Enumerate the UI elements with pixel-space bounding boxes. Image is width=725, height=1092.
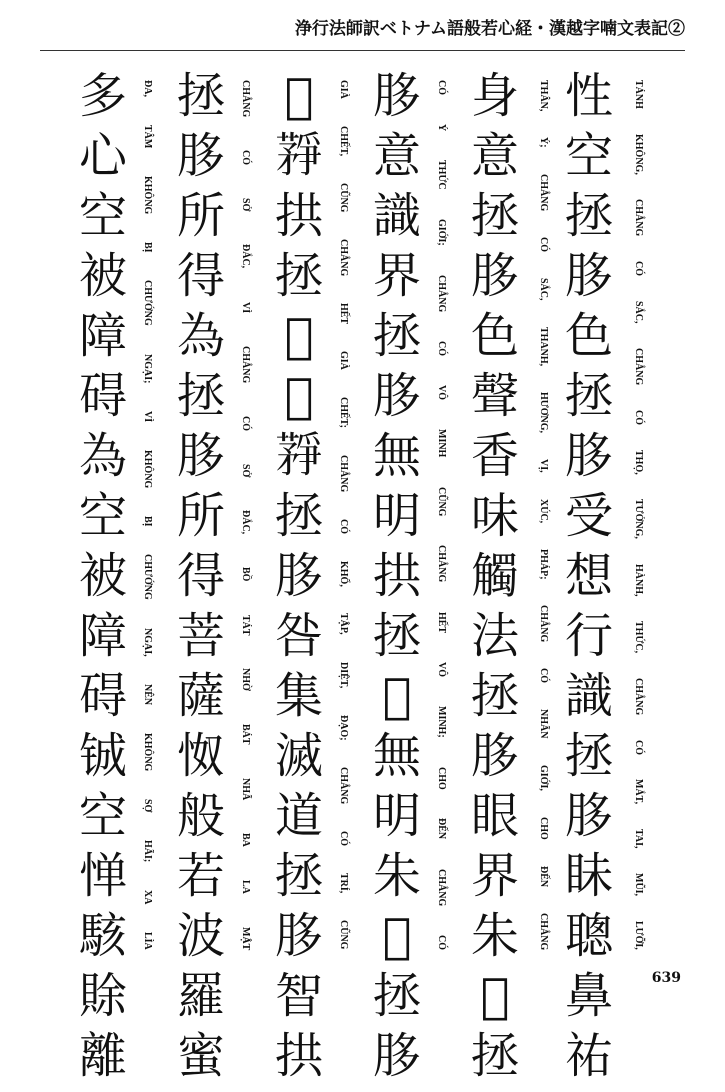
han-character: 若 — [176, 848, 225, 904]
vietnamese-syllable: DIỆT, — [338, 661, 349, 689]
han-character: 智 — [274, 968, 323, 1024]
han-character: 䏧 — [564, 248, 613, 304]
han-character: 蜜 — [176, 1028, 225, 1084]
vietnamese-reading-column — [433, 80, 447, 950]
han-character: 色 — [470, 308, 519, 364]
han-character: 空 — [78, 488, 127, 544]
vietnamese-reading-column — [139, 80, 153, 950]
han-character: 般 — [176, 788, 225, 844]
han-character: 識 — [564, 668, 613, 724]
vietnamese-syllable: GIỚI; — [436, 219, 447, 246]
vietnamese-syllable: TÂM — [142, 124, 153, 149]
han-character: 拱 — [274, 188, 323, 244]
vietnamese-syllable: THANH, — [538, 326, 549, 366]
han-character: 身 — [470, 68, 519, 124]
chinese-character-column — [272, 68, 326, 1092]
han-character: 多 — [78, 68, 127, 124]
han-character: 識 — [372, 188, 421, 244]
vietnamese-syllable: BỒ — [240, 567, 251, 582]
text-column — [272, 68, 326, 1092]
vietnamese-syllable: CÓ — [538, 668, 549, 684]
han-character: 道 — [274, 788, 323, 844]
vietnamese-syllable: CÓ — [436, 935, 447, 950]
han-character: 怓 — [176, 728, 225, 784]
han-character: 色 — [564, 308, 613, 364]
vietnamese-syllable: ĐẮC, — [240, 510, 251, 535]
vietnamese-syllable: MINH; — [436, 705, 447, 738]
han-character: 想 — [564, 548, 613, 604]
vietnamese-syllable: Ý; — [538, 137, 549, 148]
vietnamese-syllable: BỊ — [142, 515, 153, 527]
han-character: 拯 — [470, 1028, 519, 1084]
vietnamese-syllable: CHẲNG — [436, 868, 447, 906]
vietnamese-reading-text — [139, 80, 153, 950]
vietnamese-syllable: LÌA — [142, 932, 153, 950]
vietnamese-syllable: NGẠI, — [142, 627, 153, 657]
han-character: 障 — [78, 608, 127, 664]
vietnamese-syllable: CHẲNG — [338, 454, 349, 492]
vietnamese-syllable: ĐẠO; — [338, 714, 349, 741]
han-character: 鼻 — [564, 968, 613, 1024]
text-column — [174, 68, 228, 1092]
vietnamese-syllable: XÚC, — [538, 498, 549, 523]
han-character: 駭 — [78, 908, 127, 964]
han-character: 拯 — [564, 368, 613, 424]
vietnamese-syllable: NHÃ — [240, 777, 251, 800]
vietnamese-syllable: HẾT — [338, 303, 349, 325]
vietnamese-syllable: ĐẾN — [538, 865, 549, 887]
han-character: 䏧 — [564, 788, 613, 844]
han-character: 得 — [176, 248, 225, 304]
vietnamese-syllable: CHƯỚNG — [142, 554, 153, 600]
han-character: 被 — [78, 548, 127, 604]
han-character: 法 — [470, 608, 519, 664]
han-character: 拯 — [176, 68, 225, 124]
vietnamese-syllable: VÌ — [240, 301, 251, 313]
han-character: 拱 — [274, 1028, 323, 1084]
vietnamese-syllable: SỞ — [240, 198, 251, 212]
vietnamese-syllable: KHÔNG — [142, 732, 153, 772]
han-character: 拱 — [372, 548, 421, 604]
han-character: 障 — [78, 308, 127, 364]
han-character: 祐 — [564, 1028, 613, 1084]
han-character: 拯 — [274, 848, 323, 904]
han-character: 䏧 — [176, 128, 225, 184]
vietnamese-reading-column — [630, 80, 644, 950]
han-character: 被 — [78, 248, 127, 304]
text-column — [562, 68, 616, 1092]
vietnamese-syllable: CHO — [538, 816, 549, 840]
vietnamese-syllable: SẮC, — [538, 278, 549, 301]
vietnamese-syllable: CÓ — [338, 518, 349, 534]
han-character: 拯 — [176, 368, 225, 424]
han-character: 賖 — [78, 968, 127, 1024]
vietnamese-syllable: CÓ — [240, 150, 251, 166]
han-character: 拯 — [372, 968, 421, 1024]
vietnamese-syllable: CHO — [436, 766, 447, 790]
vietnamese-syllable: CHẲNG — [240, 345, 251, 383]
vietnamese-syllable: VỊ, — [538, 458, 549, 473]
vietnamese-syllable: CHẲNG — [538, 912, 549, 950]
han-character: 眼 — [470, 788, 519, 844]
vietnamese-syllable: CŨNG — [338, 920, 349, 950]
han-character: 為 — [176, 308, 225, 364]
han-character: 𨀈 — [382, 908, 412, 964]
vietnamese-syllable: HÃI; — [142, 839, 153, 863]
vietnamese-syllable: HÀNH, — [633, 563, 644, 597]
vietnamese-syllable: GIÀ — [338, 351, 349, 371]
han-character: 拯 — [372, 308, 421, 364]
han-character: 碍 — [78, 368, 127, 424]
vietnamese-syllable: HẾT — [436, 611, 447, 633]
han-character: 惮 — [78, 848, 127, 904]
han-character: 𨀈 — [480, 968, 510, 1024]
vietnamese-syllable: NHÃN — [538, 709, 549, 739]
vietnamese-syllable: VÔ — [436, 385, 447, 401]
han-character: 意 — [470, 128, 519, 184]
han-character: 集 — [274, 668, 323, 724]
han-character: 䏧 — [274, 908, 323, 964]
han-character: 界 — [470, 848, 519, 904]
vietnamese-syllable: THỨC — [436, 160, 447, 191]
vietnamese-reading-text — [630, 80, 644, 950]
vietnamese-syllable: ĐA, — [142, 80, 153, 97]
vietnamese-syllable: PHÁP; — [538, 548, 549, 580]
vietnamese-syllable: CÓ — [633, 739, 644, 755]
vietnamese-syllable: TƯỞNG, — [633, 498, 644, 539]
han-character: 眛 — [564, 848, 613, 904]
chinese-character-column — [76, 68, 130, 1092]
han-character: 聰 — [564, 908, 613, 964]
vietnamese-syllable: SỞ — [240, 463, 251, 478]
han-character: 菩 — [176, 608, 225, 664]
han-character: 無 — [372, 728, 421, 784]
han-character: 界 — [372, 248, 421, 304]
vietnamese-syllable: CHẲNG — [436, 274, 447, 313]
vietnamese-syllable: NÊN — [142, 683, 153, 706]
chinese-character-column — [562, 68, 616, 1092]
vietnamese-syllable: CÓ — [436, 341, 447, 357]
vietnamese-syllable: KHÔNG — [142, 175, 153, 215]
vietnamese-syllable: KHỔ, — [338, 560, 349, 587]
vietnamese-syllable: Ý — [436, 124, 447, 132]
han-character: 羅 — [176, 968, 225, 1024]
vietnamese-syllable: LA — [240, 879, 251, 894]
page-number: 639 — [651, 970, 681, 986]
vietnamese-reading-text — [237, 80, 251, 950]
chinese-character-column — [174, 68, 228, 1092]
vietnamese-syllable: CHẲNG — [338, 767, 349, 805]
vietnamese-syllable: ĐẾN — [436, 818, 447, 840]
vietnamese-syllable: CŨNG — [338, 182, 349, 213]
han-character: 铖 — [78, 728, 127, 784]
vietnamese-syllable: MẬT — [240, 926, 251, 950]
han-character: 朱 — [470, 908, 519, 964]
vietnamese-syllable: CHẲNG — [338, 239, 349, 277]
han-character: 薩 — [176, 668, 225, 724]
page-header-title: 浄行法師訳ベトナム語般若心経・漢越字喃文表記② — [294, 19, 685, 39]
han-character: 拯 — [564, 188, 613, 244]
vietnamese-syllable: TẬP, — [338, 613, 349, 635]
vietnamese-syllable: THỨC, — [633, 620, 644, 653]
han-character: 滅 — [274, 728, 323, 784]
vietnamese-reading-column — [237, 80, 251, 950]
vietnamese-syllable: BA — [240, 832, 251, 847]
han-character: 䏧 — [470, 728, 519, 784]
han-character: 受 — [564, 488, 613, 544]
han-character: 拯 — [372, 608, 421, 664]
vietnamese-syllable: VÔ — [436, 661, 447, 677]
vietnamese-syllable: NHỜ — [240, 668, 251, 692]
han-character: 空 — [564, 128, 613, 184]
chinese-character-column — [468, 68, 522, 1092]
han-character: 所 — [176, 488, 225, 544]
vietnamese-syllable: THỌ, — [633, 449, 644, 475]
vietnamese-syllable: TÁT — [240, 614, 251, 636]
han-character: 𠼾 — [284, 308, 314, 364]
han-character: 波 — [176, 908, 225, 964]
han-character: 𦽰 — [274, 428, 323, 484]
vietnamese-syllable: TRÍ, — [338, 873, 349, 894]
vietnamese-syllable: CHẲNG — [538, 605, 549, 643]
vietnamese-syllable: KHÔNG — [142, 449, 153, 489]
vietnamese-syllable: HƯƠNG, — [538, 391, 549, 433]
han-character: 𦹵 — [284, 368, 314, 424]
vietnamese-syllable: CHẲNG — [240, 80, 251, 118]
han-character: 䏧 — [176, 428, 225, 484]
vietnamese-reading-column — [535, 80, 549, 950]
han-character: 明 — [372, 488, 421, 544]
han-character: 拯 — [564, 728, 613, 784]
han-character: 䏧 — [470, 248, 519, 304]
vietnamese-syllable: GIỚI, — [538, 764, 549, 791]
han-character: 行 — [564, 608, 613, 664]
vietnamese-syllable: CHẲNG — [633, 677, 644, 715]
han-character: 䏧 — [564, 428, 613, 484]
text-column — [76, 68, 130, 1092]
han-character: 䏧 — [372, 68, 421, 124]
han-character: 無 — [372, 428, 421, 484]
vietnamese-syllable: TAI, — [633, 828, 644, 849]
han-character: 為 — [78, 428, 127, 484]
han-character: 䏧 — [372, 368, 421, 424]
han-character: 聲 — [470, 368, 519, 424]
vietnamese-syllable: CHẲNG — [633, 347, 644, 386]
vietnamese-syllable: BỊ — [142, 241, 153, 253]
vietnamese-syllable: MẮT, — [633, 779, 644, 805]
vietnamese-syllable: CHẾT, — [338, 125, 349, 156]
vietnamese-syllable: ĐẮC, — [240, 244, 251, 269]
han-character: 觸 — [470, 548, 519, 604]
vietnamese-reading-text — [535, 80, 549, 950]
han-character: 意 — [372, 128, 421, 184]
han-character: 𦹵 — [284, 68, 314, 124]
vietnamese-syllable: VÌ — [142, 410, 153, 422]
han-character: 所 — [176, 188, 225, 244]
vietnamese-syllable: BÁT — [240, 724, 251, 745]
vietnamese-syllable: CÓ — [538, 237, 549, 253]
vietnamese-syllable: CÓ — [633, 261, 644, 277]
header-divider — [40, 50, 685, 51]
han-character: 空 — [78, 788, 127, 844]
vietnamese-syllable: SỢ — [142, 798, 153, 813]
han-character: 拯 — [274, 248, 323, 304]
vietnamese-reading-text — [433, 80, 447, 950]
han-character: 咎 — [274, 608, 323, 664]
han-character: 拯 — [470, 188, 519, 244]
vietnamese-syllable: KHÔNG, — [633, 133, 644, 175]
vietnamese-syllable: CÓ — [633, 409, 644, 425]
han-character: 性 — [564, 68, 613, 124]
han-character: 𦽰 — [274, 128, 323, 184]
vietnamese-syllable: CÓ — [436, 80, 447, 95]
vietnamese-syllable: CHẲNG — [436, 545, 447, 583]
han-character: 拯 — [470, 668, 519, 724]
vietnamese-syllable: XA — [142, 889, 153, 905]
vietnamese-syllable: MINH — [436, 429, 447, 458]
vietnamese-syllable: CHẲNG — [538, 173, 549, 212]
text-column — [370, 68, 424, 1092]
vietnamese-syllable: CŨNG — [436, 486, 447, 517]
vietnamese-syllable: MŨI, — [633, 873, 644, 897]
han-character: 朱 — [372, 848, 421, 904]
vietnamese-syllable: SẮC, — [633, 300, 644, 324]
vietnamese-syllable: THÂN, — [538, 80, 549, 112]
han-character: 味 — [470, 488, 519, 544]
vietnamese-syllable: LƯỠI, — [633, 920, 644, 950]
vietnamese-syllable: CHẲNG — [633, 199, 644, 237]
vietnamese-syllable: NGẠI; — [142, 353, 153, 384]
vietnamese-syllable: TÁNH — [633, 80, 644, 109]
vietnamese-syllable: CHẾT; — [338, 396, 349, 428]
chinese-character-column — [370, 68, 424, 1092]
text-column — [468, 68, 522, 1092]
vietnamese-syllable: CHƯỚNG — [142, 280, 153, 326]
han-character: 䏧 — [372, 1028, 421, 1084]
han-character: 空 — [78, 188, 127, 244]
han-character: 得 — [176, 548, 225, 604]
han-character: 心 — [78, 128, 127, 184]
vietnamese-reading-text — [335, 80, 349, 950]
han-character: 𠼾 — [382, 668, 412, 724]
vietnamese-syllable: CÓ — [338, 831, 349, 847]
han-character: 香 — [470, 428, 519, 484]
han-character: 䏧 — [274, 548, 323, 604]
han-character: 拯 — [274, 488, 323, 544]
han-character: 離 — [78, 1028, 127, 1084]
han-character: 碍 — [78, 668, 127, 724]
han-character: 明 — [372, 788, 421, 844]
vietnamese-syllable: GIÀ — [338, 80, 349, 99]
vietnamese-reading-column — [335, 80, 349, 950]
vietnamese-syllable: CÓ — [240, 415, 251, 431]
